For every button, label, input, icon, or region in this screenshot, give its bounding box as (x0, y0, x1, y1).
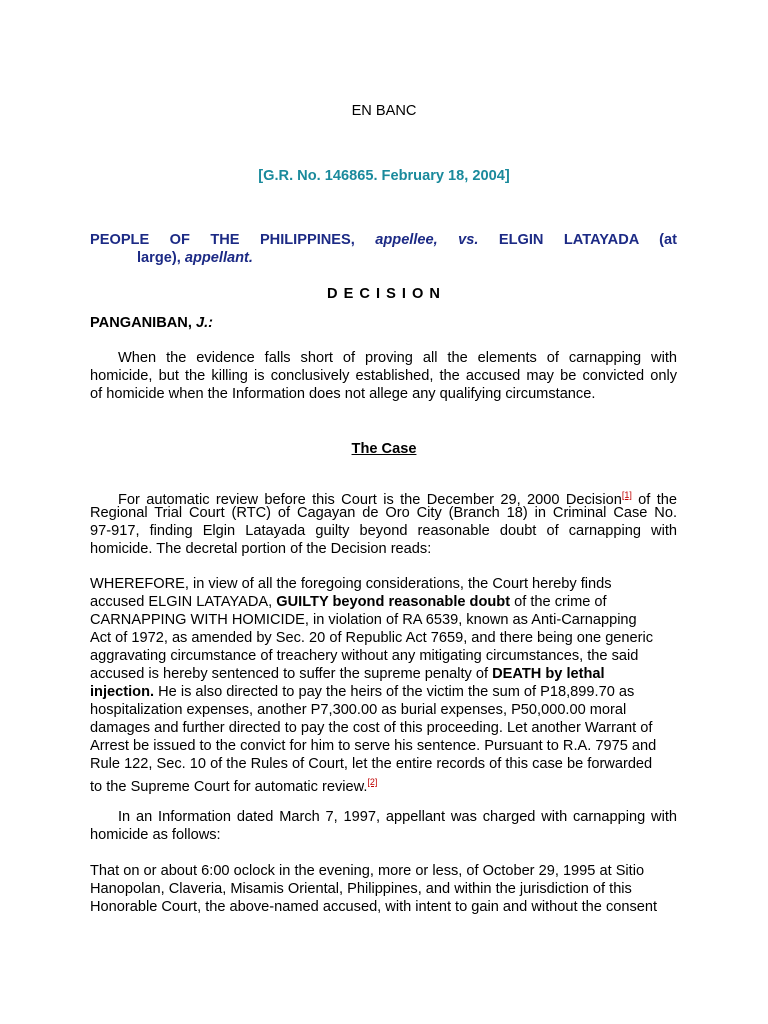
wherefore-line-12: to the Supreme Court for automatic review.[2] (90, 777, 378, 795)
footnote-1-link[interactable]: [1] (621, 490, 632, 500)
ponente: PANGANIBAN, J.: (90, 315, 213, 331)
wherefore-line-8: hospitalization expenses, another P7,300.00 as burial expenses, P50,000.00 moral (90, 702, 627, 718)
party-word: PEOPLE (90, 232, 150, 248)
intro-line-1: When the evidence falls short of proving all the elements of carnapping with (118, 350, 677, 366)
quote-line-2: Hanopolan, Claveria, Misamis Oriental, Philippines, and within the jurisdiction of this (90, 881, 632, 897)
footnote-2-link[interactable]: [2] (367, 777, 378, 787)
wherefore-line-7: injection. He is also directed to pay the heirs of the victim the sum of P18,899.70 as (90, 684, 635, 700)
section-heading: The Case (351, 441, 417, 457)
court-division: EN BANC (351, 103, 417, 119)
case-number: [G.R. No. 146865. February 18, 2004] (258, 168, 510, 184)
quote-line-3: Honorable Court, the above-named accused, with intent to gain and without the consent (90, 899, 658, 915)
parties-line-2: large), appellant. (137, 250, 253, 266)
parties-line-1 (90, 231, 677, 249)
party-word: THE (210, 232, 240, 248)
quote-line-1: That on or about 6:00 oclock in the evening, more or less, of October 29, 1995 at Sitio (90, 863, 645, 879)
case-para-line-1: For automatic review before this Court is the December 29, 2000 Decision[1] of the (118, 490, 677, 508)
party-word: OF (169, 232, 190, 248)
versus-label: vs. (458, 232, 479, 248)
wherefore-line-6: accused is hereby sentenced to suffer the supreme penalty of DEATH by lethal (90, 666, 605, 682)
party-word: (at (659, 232, 678, 248)
case-para-line-2: Regional Trial Court (RTC) of Cagayan de Oro City (Branch 18) in Criminal Case No. (90, 505, 677, 521)
party-word: LATAYADA (563, 232, 639, 248)
wherefore-line-3: CARNAPPING WITH HOMICIDE, in violation of RA 6539, known as Anti-Carnapping (90, 612, 637, 628)
wherefore-line-11: Rule 122, Sec. 10 of the Rules of Court, let the entire records of this case be forwarded (90, 756, 653, 772)
case-para-line-4: homicide. The decretal portion of the Decision reads: (90, 541, 432, 557)
wherefore-line-4: Act of 1972, as amended by Sec. 20 of Republic Act 7659, and there being one generic (90, 630, 654, 646)
wherefore-line-2: accused ELGIN LATAYADA, GUILTY beyond reasonable doubt of the crime of (90, 594, 607, 610)
information-line-2: homicide as follows: (90, 827, 221, 843)
party-word: PHILIPPINES, appellee, (259, 232, 438, 248)
intro-line-2: homicide, but the killing is conclusively established, the accused may be convicted only (90, 368, 677, 384)
intro-line-3: of homicide when the Information does not allege any qualifying circumstance. (90, 386, 596, 402)
wherefore-line-9: damages and further directed to pay the cost of this proceeding. Let another Warrant of (90, 720, 653, 736)
decision-title: D E C I S I O N (327, 286, 441, 302)
case-para-line-3: 97-917, finding Elgin Latayada guilty beyond reasonable doubt of carnapping with (90, 523, 677, 539)
wherefore-line-5: aggravating circumstance of treachery without any mitigating circumstances, the said (90, 648, 639, 664)
wherefore-line-10: Arrest be issued to the convict for him to serve his sentence. Pursuant to R.A. 7975 and (90, 738, 657, 754)
wherefore-line-1: WHEREFORE, in view of all the foregoing considerations, the Court hereby finds (90, 576, 612, 592)
information-line-1: In an Information dated March 7, 1997, appellant was charged with carnapping with (118, 809, 677, 825)
party-word: ELGIN (498, 232, 544, 248)
